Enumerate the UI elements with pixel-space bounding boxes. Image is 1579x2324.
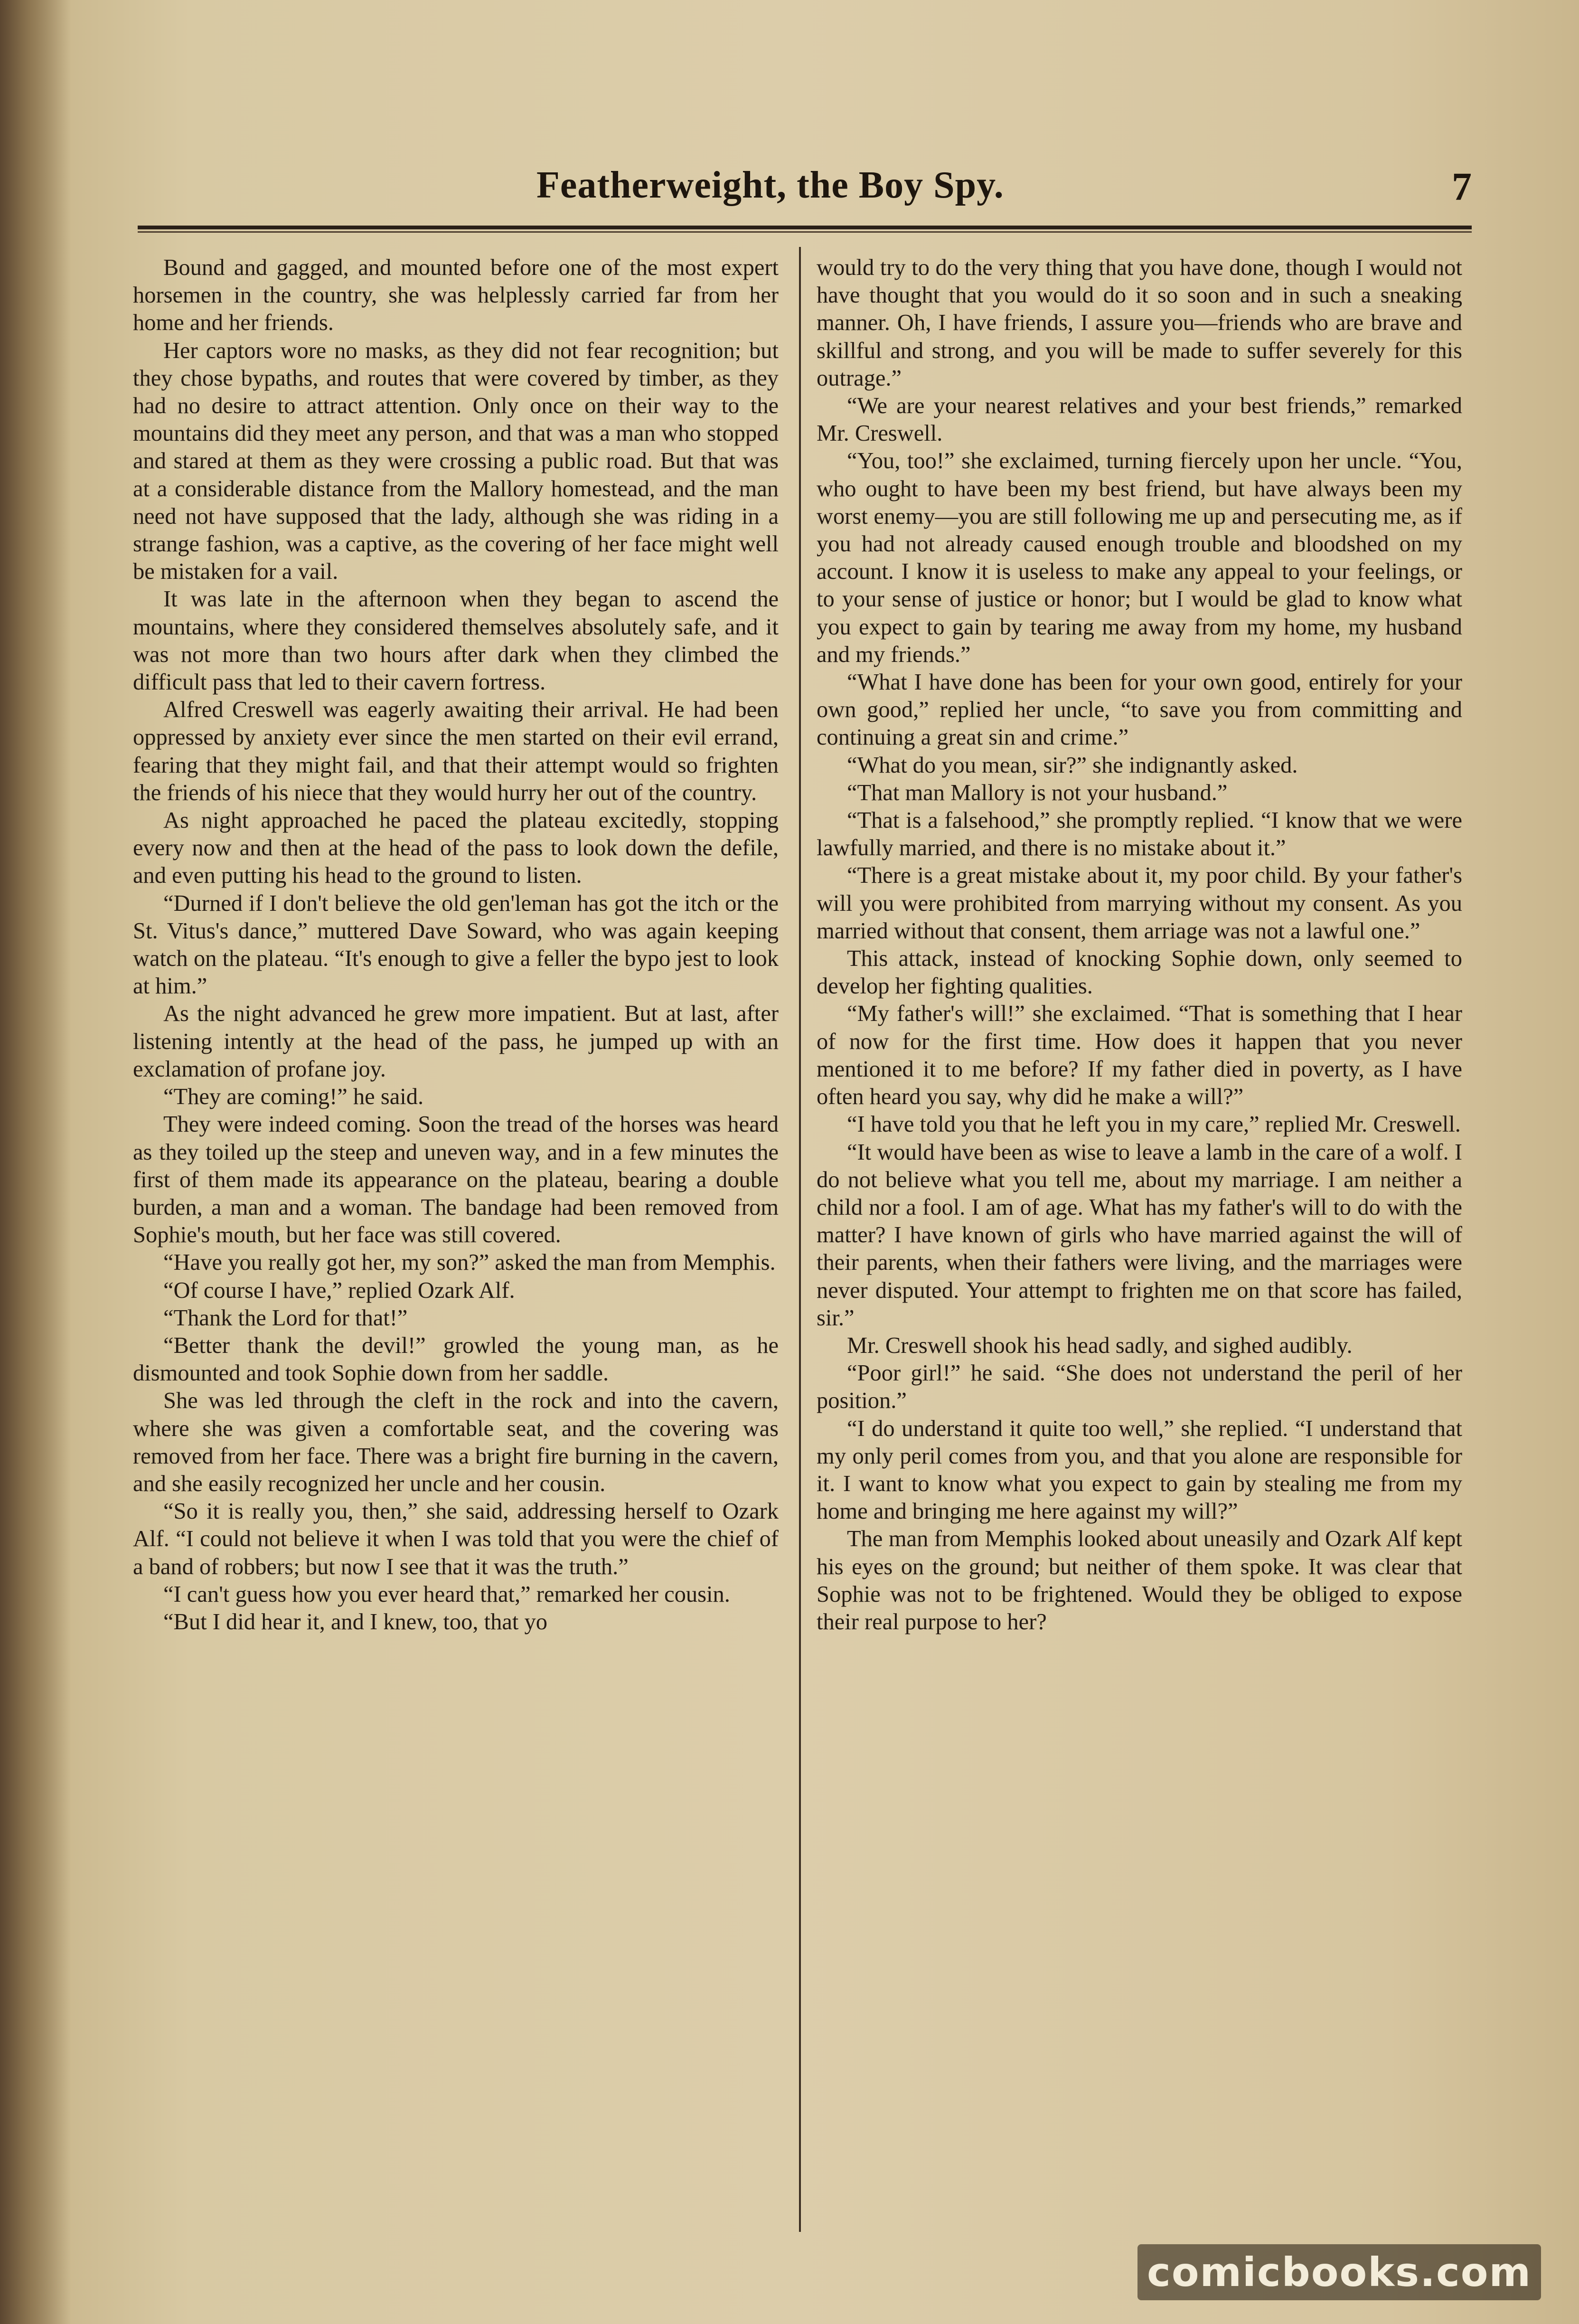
- paragraph: “So it is really you, then,” she said, addressing herself to Ozark Alf. “I could not believe it when I was told that you were the chief of a band of robbers; but now I see that it was the truth.”: [133, 1499, 779, 1579]
- page-number: 7: [1452, 165, 1472, 209]
- paragraph: “What do you mean, sir?” she indignantly asked.: [847, 752, 1298, 778]
- paragraph: “What I have done has been for your own good, entirely for your own good,” replied her uncle, “to save you from committing and continuing a great sin and crime.”: [817, 670, 1462, 750]
- paragraph: “Thank the Lord for that!”: [163, 1305, 408, 1331]
- header-rule: [138, 226, 1472, 229]
- paragraph: “I can't guess how you ever heard that,” remarked her cousin.: [163, 1581, 730, 1607]
- binding-gutter: [0, 0, 71, 2324]
- paragraph: The man from Memphis looked about uneasily and Ozark Alf kept his eyes on the ground; but neither of them spoke. It was clear that Sophie was not to be frightened. Would they be obliged to expose their real purpose to her?: [817, 1526, 1462, 1634]
- paragraph: “That man Mallory is not your husband.”: [847, 780, 1228, 805]
- paragraph: “Durned if I don't believe the old gen'leman has got the itch or the St. Vitus's dance,” muttered Dave Soward, who was again keeping watch on the plateau. “It's enough to give a feller the bypo jest to look at him.”: [133, 890, 779, 999]
- left-column: [133, 254, 779, 2230]
- right-column: [817, 254, 1462, 2230]
- paragraph: “I have told you that he left you in my care,” replied Mr. Creswell.: [847, 1112, 1461, 1137]
- paragraph: “I do understand it quite too well,” she replied. “I understand that my only peril comes from you, and that you alone are responsible for it. I want to know what you expect to gain by stealing me from my home and bringing me here against my will?”: [817, 1416, 1462, 1524]
- paragraph: Alfred Creswell was eagerly awaiting their arrival. He had been oppressed by anxiety ever since the men started on their evil errand, fearing that they might fail, and that their attempt would so frighten the friends of his niece that they would hurry her out of the country.: [133, 697, 779, 805]
- paragraph: “There is a great mistake about it, my poor child. By your father's will you were prohibited from marrying without my consent. As you married without that consent, them arriage was not a lawful one.”: [817, 863, 1462, 944]
- paragraph: “They are coming!” he said.: [163, 1084, 424, 1110]
- paragraph: It was late in the afternoon when they began to ascend the mountains, where they considered themselves absolutely safe, and it was not more than two hours after dark when they climbed the difficult pass that led to their cavern fortress.: [133, 586, 779, 695]
- running-title: Featherweight, the Boy Spy.: [536, 164, 1004, 206]
- header-rule-thin: [138, 231, 1472, 233]
- paragraph: “Better thank the devil!” growled the young man, as he dismounted and took Sophie down from her saddle.: [133, 1332, 779, 1386]
- paragraph: “Have you really got her, my son?” asked the man from Memphis.: [163, 1250, 776, 1275]
- site-watermark: comicbooks.com: [1137, 2244, 1541, 2300]
- paragraph: “We are your nearest relatives and your best friends,” remarked Mr. Creswell.: [817, 393, 1462, 446]
- paragraph: Her captors wore no masks, as they did not fear recognition; but they chose bypaths, and routes that were covered by timber, as they had no desire to attract attention. Only once on their way to the mountains did they meet any person, and that was a man who stopped and stared at them as they were crossing a public road. But that was at a considerable distance from the Mallory homestead, and the man need not have supposed that the lady, although she was riding in a strange fashion, was a captive, as the covering of her face might well be mistaken for a vail.: [133, 338, 779, 585]
- paragraph: Mr. Creswell shook his head sadly, and sighed audibly.: [847, 1332, 1353, 1358]
- paragraph: “You, too!” she exclaimed, turning fiercely upon her uncle. “You, who ought to have been my best friend, but have always been my worst enemy—you are still following me up and persecuting me, as if you had not already caused enough trouble and bloodshed on my account. I know it is useless to make any appeal to your feelings, or to your sense of justice or honor; but I would be glad to know what you expect to gain by tearing me away from my home, my husband and my friends.”: [817, 448, 1462, 667]
- paragraph: This attack, instead of knocking Sophie down, only seemed to develop her fighting qualities.: [817, 946, 1462, 999]
- paragraph: Bound and gagged, and mounted before one of the most expert horsemen in the country, she was helplessly carried far from her home and her friends.: [133, 255, 779, 336]
- paragraph: “My father's will!” she exclaimed. “That is something that I hear of now for the first time. How does it happen that you never mentioned it to me before? If my father died in poverty, as I have often heard you say, why did he make a will?”: [817, 1001, 1462, 1110]
- paragraph: would try to do the very thing that you have done, though I would not have thought that you would do it so soon and in such a sneaking manner. Oh, I have friends, I assure you—friends who are brave and skillful and strong, and you will be made to suffer severely for this outrage.”: [817, 255, 1462, 391]
- paragraph: “It would have been as wise to leave a lamb in the care of a wolf. I do not believe what you tell me, about my marriage. I am neither a child nor a fool. I am of age. What has my father's will to do with the matter? I have known of girls who have married against the will of their parents, when their fathers were living, and the marriages were never disputed. Your attempt to frighten me on that score has failed, sir.”: [817, 1139, 1462, 1331]
- paragraph: As night approached he paced the plateau excitedly, stopping every now and then at the head of the pass to look down the defile, and even putting his head to the ground to listen.: [133, 808, 779, 888]
- paragraph: As the night advanced he grew more impatient. But at last, after listening intently at the head of the pass, he jumped up with an exclamation of profane joy.: [133, 1001, 779, 1082]
- paragraph: “Poor girl!” he said. “She does not understand the peril of her position.”: [817, 1360, 1462, 1414]
- column-divider: [799, 247, 801, 2232]
- paragraph: She was led through the cleft in the rock and into the cavern, where she was given a comfortable seat, and the covering was removed from her face. There was a bright fire burning in the cavern, and she easily recognized her uncle and her cousin.: [133, 1388, 779, 1496]
- paragraph: “Of course I have,” replied Ozark Alf.: [163, 1277, 515, 1303]
- paragraph: “But I did hear it, and I knew, too, that yo: [163, 1609, 548, 1634]
- page-header: [152, 164, 1472, 226]
- paragraph: “That is a falsehood,” she promptly replied. “I know that we were lawfully married, and there is no mistake about it.”: [817, 808, 1462, 861]
- paragraph: They were indeed coming. Soon the tread of the horses was heard as they toiled up the steep and uneven way, and in a few minutes the first of them made its appearance on the plateau, bearing a double burden, a man and a woman. The bandage had been removed from Sophie's mouth, but her face was still covered.: [133, 1112, 779, 1248]
